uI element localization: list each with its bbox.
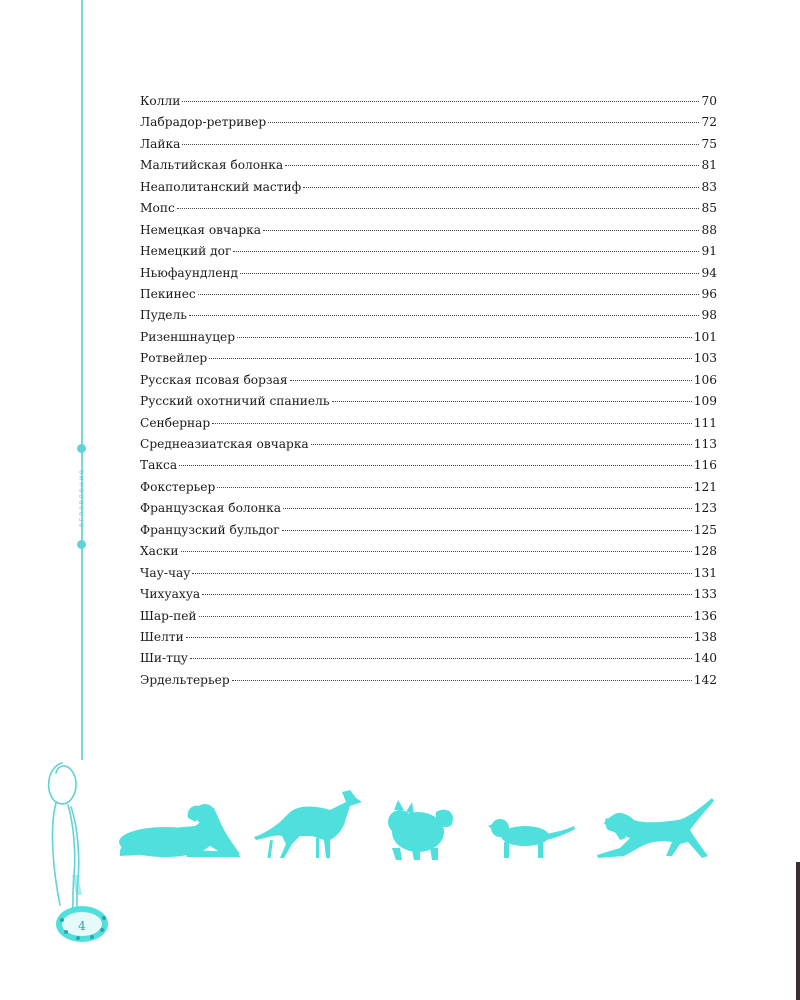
toc-entry-page: 113	[693, 437, 717, 451]
toc-entry-title: Такса	[140, 458, 178, 473]
toc-entry-page: 131	[693, 565, 717, 580]
toc-entry-title: Среднеазиатская овчарка	[140, 437, 309, 451]
toc-entry-title: Русская псовая борзая	[140, 372, 288, 387]
dachshund-icon	[488, 819, 575, 858]
dot-leader	[283, 508, 692, 509]
toc-entry[interactable]	[140, 627, 717, 648]
toc-entry-title: Лабрадор-ретривер	[140, 115, 267, 130]
toc-entry-page: 123	[693, 501, 717, 516]
toc-entry[interactable]	[140, 520, 717, 541]
side-dot-bottom	[77, 540, 86, 549]
toc-entry[interactable]	[140, 391, 717, 412]
dog-silhouettes	[0, 760, 800, 870]
toc-entry-page: 91	[701, 244, 717, 259]
dot-leader	[199, 616, 692, 617]
toc-entry-page: 133	[693, 587, 717, 602]
toc-entry-page: 75	[701, 136, 717, 151]
toc-entry[interactable]	[140, 370, 717, 391]
toc-entry-title: Колли	[140, 94, 181, 108]
dot-leader	[311, 444, 692, 445]
toc-entry-title: Ньюфаундленд	[140, 265, 239, 280]
toc-entry-page: 83	[701, 179, 717, 194]
toc-entry[interactable]	[140, 241, 717, 262]
toc-entry[interactable]	[140, 455, 717, 476]
toc-entry-page: 96	[701, 286, 717, 301]
toc-entry-page: 140	[693, 651, 717, 666]
dot-leader	[285, 165, 699, 166]
toc-entry-page: 98	[701, 308, 717, 323]
toc-entry[interactable]	[140, 477, 717, 498]
page-edge	[796, 862, 800, 1000]
dot-leader	[177, 208, 700, 209]
toc-entry-title: Французский бульдог	[140, 522, 280, 537]
dot-leader	[232, 680, 692, 681]
toc-entry-title: Чихуахуа	[140, 587, 201, 602]
dot-leader	[282, 530, 692, 531]
section-label	[73, 456, 91, 540]
dot-leader	[182, 144, 699, 145]
toc-entry-page: 85	[701, 201, 717, 216]
dot-leader	[237, 337, 692, 338]
toc-entry-title: Неаполитанский мастиф	[140, 179, 302, 194]
playing-dog-icon	[597, 798, 714, 858]
toc-entry[interactable]	[140, 177, 717, 198]
page-number: 4	[78, 919, 86, 933]
toc-entry-page: 94	[701, 265, 717, 280]
toc-entry-title: Ризеншнауцер	[140, 329, 236, 344]
toc-entry[interactable]	[140, 112, 717, 133]
toc-entry-page: 103	[693, 351, 717, 366]
toc-entry[interactable]	[140, 348, 717, 369]
toc-entry-title: Эрдельтерьер	[140, 672, 230, 687]
toc-entry-title: Хаски	[140, 544, 179, 559]
dot-leader	[179, 465, 692, 466]
toc-entry-page: 138	[693, 629, 717, 644]
toc-entry[interactable]	[140, 413, 717, 434]
dot-leader	[240, 273, 699, 274]
dot-leader	[332, 401, 692, 402]
toc-entry-page: 136	[693, 608, 717, 623]
toc-entry-page: 121	[693, 479, 717, 494]
toc-entry-page: 116	[693, 458, 717, 473]
dot-leader	[263, 230, 699, 231]
toc-entry[interactable]	[140, 498, 717, 519]
toc-entry-title: Мальтийская болонка	[140, 158, 284, 173]
toc-entry-title: Ротвейлер	[140, 351, 208, 366]
toc-entry-page: 72	[701, 115, 717, 130]
dot-leader	[190, 658, 692, 659]
toc-entry[interactable]	[140, 434, 717, 455]
dot-leader	[209, 358, 692, 359]
toc-entry-title: Фокстерьер	[140, 479, 216, 494]
toc-entry[interactable]	[140, 91, 717, 112]
dot-leader	[182, 101, 699, 102]
dot-leader	[268, 122, 699, 123]
toc-entry-title: Немецкая овчарка	[140, 222, 262, 237]
toc-entry[interactable]	[140, 670, 717, 691]
toc-entry-page: 101	[693, 329, 717, 344]
toc-entry-page: 106	[693, 372, 717, 387]
dot-leader	[192, 573, 691, 574]
dot-leader	[217, 487, 691, 488]
table-of-contents	[140, 91, 717, 691]
toc-entry[interactable]	[140, 155, 717, 176]
toc-entry-title: Ши-тцу	[140, 651, 188, 666]
toc-entry-title: Лайка	[140, 136, 181, 151]
dot-leader	[202, 594, 692, 595]
toc-entry[interactable]	[140, 198, 717, 219]
toc-entry[interactable]	[140, 134, 717, 155]
dot-leader	[189, 315, 700, 316]
toc-entry[interactable]	[140, 305, 717, 326]
toc-entry-page: 109	[693, 394, 717, 409]
toc-entry-title: Пекинес	[140, 286, 196, 301]
toc-entry-page: 70	[701, 94, 717, 108]
section-label-text: оглавление	[78, 468, 87, 528]
toc-entry-title: Русский охотничий спаниель	[140, 394, 330, 409]
toc-entry[interactable]	[140, 648, 717, 669]
toc-entry[interactable]	[140, 563, 717, 584]
side-rule	[81, 0, 83, 760]
toc-entry[interactable]	[140, 284, 717, 305]
toc-entry[interactable]	[140, 220, 717, 241]
toc-entry-page: 125	[693, 522, 717, 537]
dot-leader	[290, 380, 692, 381]
toc-entry[interactable]	[140, 263, 717, 284]
dot-leader	[198, 294, 700, 295]
dot-leader	[303, 187, 699, 188]
toc-entry-title: Французская болонка	[140, 501, 281, 516]
toc-entry-page: 128	[693, 544, 717, 559]
toc-entry-page: 142	[693, 672, 717, 687]
toc-entry-page: 81	[701, 158, 717, 173]
toc-entry[interactable]	[140, 606, 717, 627]
greyhound-icon	[254, 790, 362, 858]
spitz-icon	[388, 800, 453, 860]
toc-entry-title: Шелти	[140, 629, 184, 644]
toc-entry[interactable]	[140, 584, 717, 605]
dot-leader	[212, 423, 692, 424]
toc-entry-title: Сенбернар	[140, 415, 211, 430]
dot-leader	[186, 637, 692, 638]
dot-leader	[181, 551, 692, 552]
toc-entry-page: 111	[693, 415, 717, 430]
toc-entry-title: Пудель	[140, 308, 187, 323]
toc-entry[interactable]	[140, 541, 717, 562]
lying-dog-icon	[119, 804, 240, 857]
toc-entry-title: Мопс	[140, 201, 175, 216]
toc-entry[interactable]	[140, 327, 717, 348]
toc-entry-title: Чау-чау	[140, 565, 191, 580]
side-dot-top	[77, 444, 86, 453]
toc-entry-page: 88	[701, 222, 717, 237]
dot-leader	[233, 251, 699, 252]
toc-entry-title: Немецкий дог	[140, 244, 232, 259]
toc-entry-title: Шар-пей	[140, 608, 197, 623]
